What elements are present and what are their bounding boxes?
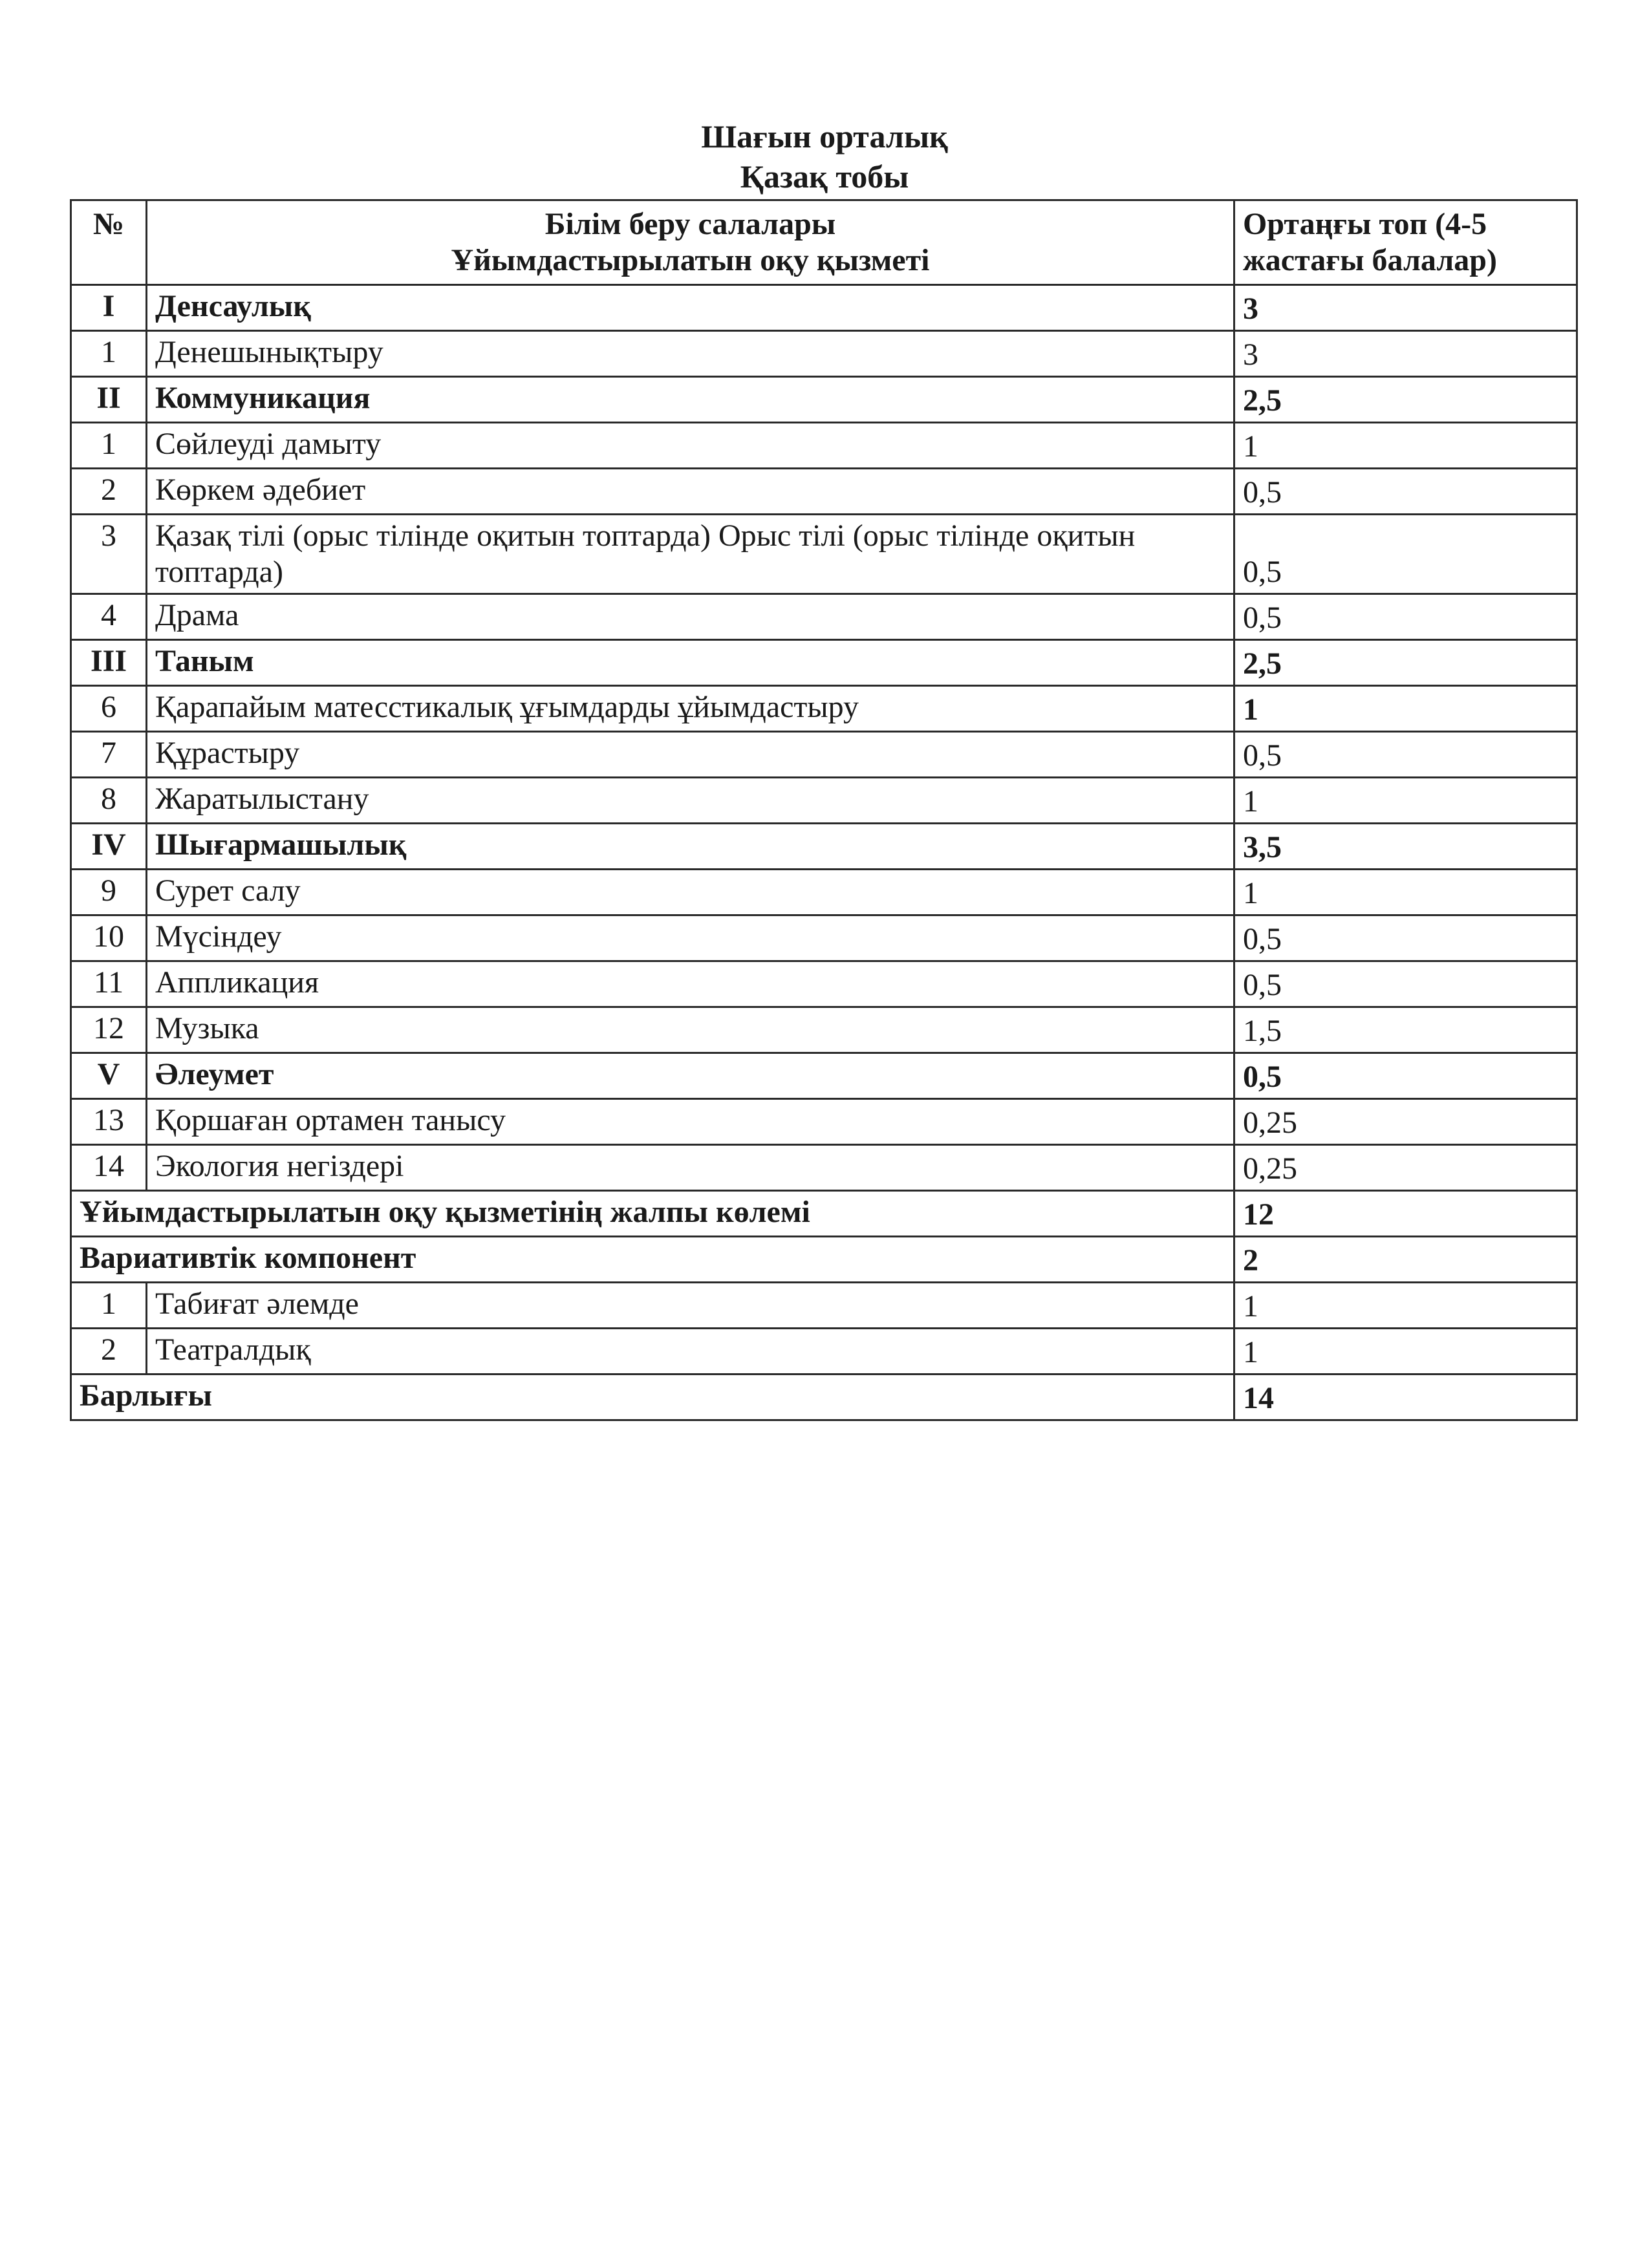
row-name: Денешынықтыру xyxy=(147,331,1234,377)
row-number: 4 xyxy=(71,594,147,640)
row-value: 0,5 xyxy=(1234,515,1577,594)
table-body xyxy=(71,285,1577,1420)
row-number: III xyxy=(71,640,147,686)
row-name: Экология негіздері xyxy=(147,1145,1234,1191)
row-number: 10 xyxy=(71,915,147,961)
row-name: Драма xyxy=(147,594,1234,640)
header-area xyxy=(147,200,1234,285)
row-name: Шығармашылық xyxy=(147,824,1234,870)
row-value: 1 xyxy=(1234,778,1577,824)
row-value: 2,5 xyxy=(1234,377,1577,423)
row-value: 3 xyxy=(1234,285,1577,331)
row-value: 0,25 xyxy=(1234,1099,1577,1145)
row-value: 2,5 xyxy=(1234,640,1577,686)
table-row xyxy=(71,870,1577,915)
summary-row xyxy=(71,1375,1577,1420)
row-name: Көркем әдебиет xyxy=(147,469,1234,515)
table-header xyxy=(71,200,1577,285)
row-value: 3,5 xyxy=(1234,824,1577,870)
row-name: Табиғат әлемде xyxy=(147,1283,1234,1329)
row-name: Театралдық xyxy=(147,1329,1234,1375)
row-value: 3 xyxy=(1234,331,1577,377)
section-row xyxy=(71,285,1577,331)
row-value: 0,5 xyxy=(1234,732,1577,778)
row-value: 1,5 xyxy=(1234,1007,1577,1053)
header-num: № xyxy=(71,200,147,285)
row-name: Ұйымдастырылатын оқу қызметінің жалпы көлемі xyxy=(71,1191,1234,1237)
row-name: Коммуникация xyxy=(147,377,1234,423)
summary-row xyxy=(71,1191,1577,1237)
row-value: 12 xyxy=(1234,1191,1577,1237)
header-area-line1: Білім беру салалары xyxy=(544,207,836,241)
row-number: 1 xyxy=(71,331,147,377)
row-name: Аппликация xyxy=(147,961,1234,1007)
row-number: II xyxy=(71,377,147,423)
table-row xyxy=(71,1283,1577,1329)
row-number: 7 xyxy=(71,732,147,778)
row-number: 8 xyxy=(71,778,147,824)
row-number: 13 xyxy=(71,1099,147,1145)
row-value: 0,5 xyxy=(1234,915,1577,961)
row-number: IV xyxy=(71,824,147,870)
row-name: Таным xyxy=(147,640,1234,686)
section-row xyxy=(71,1053,1577,1099)
table-row xyxy=(71,594,1577,640)
row-number: 14 xyxy=(71,1145,147,1191)
row-name: Қазақ тілі (орыс тілінде оқитын топтарда) Орыс тілі (орыс тілінде оқитын топтарда) xyxy=(147,515,1234,594)
row-value: 0,5 xyxy=(1234,594,1577,640)
row-number: V xyxy=(71,1053,147,1099)
row-name: Денсаулық xyxy=(147,285,1234,331)
row-value: 2 xyxy=(1234,1237,1577,1283)
section-row xyxy=(71,377,1577,423)
row-number: 1 xyxy=(71,423,147,469)
table-row xyxy=(71,1007,1577,1053)
row-value: 1 xyxy=(1234,423,1577,469)
row-name: Жаратылыстану xyxy=(147,778,1234,824)
header-group: Ортаңғы топ (4-5 жастағы балалар) xyxy=(1234,200,1577,285)
row-name: Құрастыру xyxy=(147,732,1234,778)
summary-row xyxy=(71,1237,1577,1283)
table-row xyxy=(71,1329,1577,1375)
row-number: 2 xyxy=(71,1329,147,1375)
table-row xyxy=(71,1099,1577,1145)
row-name: Қарапайым матесстикалық ұғымдарды ұйымдастыру xyxy=(147,686,1234,732)
header-area-line2: Ұйымдастырылатын оқу қызметі xyxy=(451,243,930,277)
table-row xyxy=(71,961,1577,1007)
row-number: 3 xyxy=(71,515,147,594)
row-name: Музыка xyxy=(147,1007,1234,1053)
row-value: 0,25 xyxy=(1234,1145,1577,1191)
row-value: 1 xyxy=(1234,870,1577,915)
table-row xyxy=(71,469,1577,515)
row-value: 0,5 xyxy=(1234,961,1577,1007)
table-row xyxy=(71,686,1577,732)
row-value: 0,5 xyxy=(1234,1053,1577,1099)
section-row xyxy=(71,640,1577,686)
row-number: 1 xyxy=(71,1283,147,1329)
row-number: 9 xyxy=(71,870,147,915)
row-value: 14 xyxy=(1234,1375,1577,1420)
row-name: Вариативтік компонент xyxy=(71,1237,1234,1283)
table-row xyxy=(71,732,1577,778)
row-name: Сурет салу xyxy=(147,870,1234,915)
row-name: Мүсіндеу xyxy=(147,915,1234,961)
row-name: Қоршаған ортамен танысу xyxy=(147,1099,1234,1145)
table-row xyxy=(71,331,1577,377)
row-number: 11 xyxy=(71,961,147,1007)
row-name: Әлеумет xyxy=(147,1053,1234,1099)
row-number: 2 xyxy=(71,469,147,515)
table-row xyxy=(71,423,1577,469)
row-name: Сөйлеуді дамыту xyxy=(147,423,1234,469)
row-number: I xyxy=(71,285,147,331)
table-row xyxy=(71,1145,1577,1191)
row-value: 1 xyxy=(1234,686,1577,732)
row-value: 1 xyxy=(1234,1329,1577,1375)
table-row xyxy=(71,915,1577,961)
row-number: 6 xyxy=(71,686,147,732)
row-name: Барлығы xyxy=(71,1375,1234,1420)
table-row xyxy=(71,515,1577,594)
section-row xyxy=(71,824,1577,870)
row-number: 12 xyxy=(71,1007,147,1053)
curriculum-table xyxy=(70,199,1578,1421)
row-value: 1 xyxy=(1234,1283,1577,1329)
row-value: 0,5 xyxy=(1234,469,1577,515)
document-title: Шағын орталық xyxy=(701,118,948,155)
document-subtitle: Қазақ тобы xyxy=(740,158,909,195)
table-row xyxy=(71,778,1577,824)
